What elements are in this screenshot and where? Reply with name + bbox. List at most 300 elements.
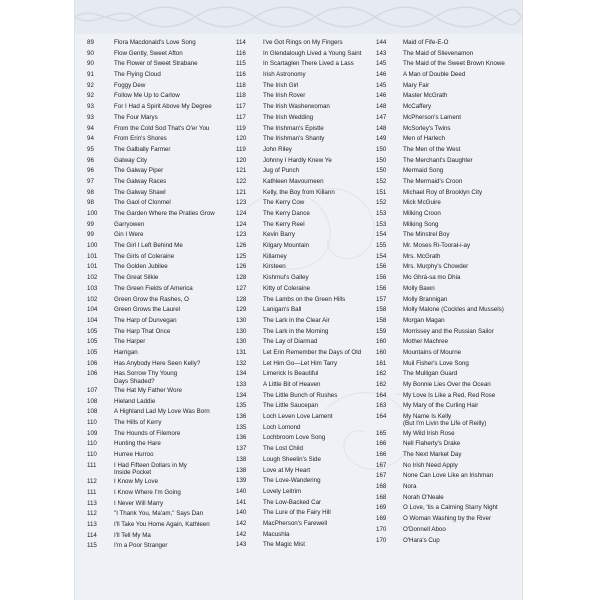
song-title	[403, 274, 460, 285]
song-title-text: The Galbally Farmer	[114, 145, 171, 153]
song-title	[403, 504, 498, 515]
page-number: 170	[376, 536, 387, 544]
page-number: 126	[236, 242, 247, 250]
page-number: 168	[376, 483, 387, 491]
index-entry	[236, 71, 361, 82]
page-number: 89	[87, 39, 94, 46]
index-entry	[236, 189, 361, 200]
song-title	[403, 430, 455, 441]
page-number: 167	[376, 461, 387, 469]
song-title-text: I'll Tell My Ma	[114, 531, 151, 539]
song-title	[114, 242, 183, 253]
page-number: 118	[236, 81, 246, 89]
song-title	[263, 50, 361, 61]
song-title-text: A Man of Double Deed	[403, 71, 466, 79]
song-title	[263, 531, 289, 542]
index-entry	[87, 430, 215, 441]
song-title	[263, 167, 299, 178]
song-title-text: McCaffery	[403, 103, 432, 111]
page-number: 108	[87, 408, 98, 416]
index-entry	[236, 114, 361, 125]
song-title	[263, 135, 324, 146]
song-title	[403, 381, 491, 392]
page-number: 142	[236, 530, 247, 538]
index-entry	[236, 381, 361, 392]
index-entry	[87, 114, 215, 125]
song-title-text: Kitty of Coleraine	[263, 284, 311, 292]
song-title-text: None Can Love Like an Irishman	[403, 472, 494, 480]
song-title	[114, 398, 155, 409]
page-number: 103	[87, 284, 98, 292]
song-title-text: I Had Fifteen Dollars in My	[114, 461, 187, 469]
page-number: 98	[87, 188, 94, 196]
song-title-text: The Mulligan Guard	[403, 370, 458, 378]
index-entry	[236, 296, 361, 307]
song-title	[403, 451, 461, 462]
song-title-text: O Woman Washing by the River	[403, 515, 492, 523]
index-entry	[376, 242, 505, 253]
song-title-text: The Lure of the Fairy Hill	[263, 509, 331, 517]
song-title	[403, 114, 461, 125]
index-entry	[87, 189, 215, 200]
index-entry	[236, 146, 361, 157]
index-entry	[236, 135, 361, 146]
index-entry	[236, 392, 361, 403]
page-number: 158	[376, 306, 387, 314]
song-title-text: In Glendalough Lived a Young Saint	[263, 49, 362, 57]
song-title	[263, 477, 321, 488]
index-entry	[87, 440, 215, 451]
index-entry	[236, 541, 361, 552]
song-title	[263, 157, 332, 168]
song-title-text: I've Got Rings on My Fingers	[263, 39, 343, 46]
index-entry	[236, 520, 361, 531]
index-entry	[376, 50, 505, 61]
song-title	[403, 178, 462, 189]
song-title-text: The Little Bunch of Rushes	[263, 391, 338, 399]
page-number: 153	[376, 220, 387, 228]
song-title	[114, 125, 209, 136]
index-entry	[236, 221, 361, 232]
page-number: 127	[236, 284, 247, 292]
index-entry	[236, 231, 361, 242]
page-number: 136	[236, 413, 247, 421]
page-number: 102	[87, 295, 98, 303]
page-number: 138	[236, 455, 247, 463]
page-number: 113	[87, 499, 97, 507]
song-title	[263, 541, 305, 552]
song-title-text: Molly Brannigan	[403, 295, 448, 303]
index-entry	[236, 253, 361, 264]
song-title-text: Irish Astronomy	[263, 71, 306, 79]
song-title	[263, 392, 337, 403]
song-title-text: Loch Lomond	[263, 423, 301, 431]
index-entry	[376, 39, 505, 50]
song-title	[403, 360, 469, 371]
index-entry	[236, 274, 361, 285]
song-title-text: I Know My Love	[114, 478, 159, 486]
page-number: 116	[236, 71, 246, 79]
song-title-text: From the Cold Sod That's O'er You	[114, 124, 210, 132]
page-number: 134	[236, 370, 247, 378]
index-entry	[87, 360, 215, 371]
page-number: 105	[87, 327, 98, 335]
song-title	[263, 381, 320, 392]
page-number: 98	[87, 199, 94, 207]
song-title	[263, 456, 321, 467]
song-title	[263, 317, 330, 328]
index-entry	[87, 253, 215, 264]
song-title	[114, 114, 158, 125]
page-number: 99	[87, 231, 94, 239]
song-title-text: The Love-Wandering	[263, 477, 321, 485]
index-entry	[87, 274, 215, 285]
song-title-text: The Lambs on the Green Hills	[263, 295, 346, 303]
index-entry	[376, 60, 505, 71]
song-title-text: Molly Bawn	[403, 284, 435, 292]
song-title	[114, 419, 161, 430]
page-number: 110	[87, 451, 97, 459]
index-page	[74, 0, 523, 600]
page-number: 138	[236, 466, 247, 474]
page-number: 134	[236, 391, 247, 399]
index-entry	[236, 488, 361, 499]
song-title	[263, 509, 331, 520]
page-number: 109	[87, 429, 98, 437]
index-entry	[236, 50, 361, 61]
index-entry	[236, 39, 361, 50]
song-title-text: Loch Leven Love Lament	[263, 413, 333, 421]
song-title	[114, 478, 158, 489]
song-title-text: Limerick Is Beautiful	[263, 370, 319, 378]
song-title	[403, 253, 440, 264]
song-title-text: Kelly, the Boy from Killann	[263, 188, 335, 196]
song-title	[114, 253, 174, 264]
page-number: 101	[87, 263, 98, 271]
index-entry	[236, 242, 361, 253]
page-number: 93	[87, 113, 94, 121]
song-title	[263, 499, 321, 510]
song-title-text: Muil Fisher's Love Song	[403, 359, 469, 367]
song-title	[114, 210, 215, 221]
index-entry	[87, 489, 215, 500]
index-entry	[236, 306, 361, 317]
page-number: 112	[87, 478, 97, 486]
song-title	[263, 231, 295, 242]
song-title	[114, 146, 170, 157]
page-number: 137	[236, 445, 247, 453]
index-entry	[87, 542, 215, 553]
song-title-text: Kirsteen	[263, 263, 286, 271]
page-number: 131	[236, 348, 247, 356]
song-title	[403, 296, 447, 307]
page-number: 102	[87, 274, 98, 282]
index-entry	[87, 157, 215, 168]
song-title-text: Men of Harlech	[403, 135, 445, 143]
page-number: 130	[236, 316, 247, 324]
song-title-text: Nell Flaherty's Drake	[403, 440, 461, 448]
song-title-text: O'Donnell Aboo	[403, 525, 446, 533]
page-number: 149	[376, 135, 387, 143]
song-title	[403, 189, 482, 200]
song-title-text: Master McGrath	[403, 92, 448, 100]
index-entry	[236, 167, 361, 178]
page-number: 90	[87, 49, 94, 57]
index-entry	[236, 263, 361, 274]
index-entry	[236, 424, 361, 435]
song-title-text: For I Had a Spirit Above My Degree	[114, 103, 212, 111]
song-title-text: Harrigan	[114, 348, 138, 356]
page-number: 169	[376, 504, 387, 512]
page-number: 154	[376, 231, 387, 239]
song-title-text: The Low-Backed Car	[263, 498, 322, 506]
song-title	[263, 263, 286, 274]
index-entry	[87, 521, 215, 532]
index-entry	[376, 328, 505, 339]
song-title	[114, 50, 183, 61]
index-entry	[376, 92, 505, 103]
song-title-text: In Scartaglen There Lived a Lass	[263, 60, 354, 68]
song-title	[114, 510, 203, 521]
page-number: 93	[87, 103, 94, 111]
song-title-text: Maid of Fife-E-O	[403, 39, 449, 46]
page-number: 162	[376, 370, 387, 378]
song-title	[114, 500, 163, 511]
song-title	[114, 167, 163, 178]
song-title-text: The Flying Cloud	[114, 71, 161, 79]
index-entry	[376, 370, 505, 381]
page-number: 112	[87, 510, 97, 518]
index-entry	[376, 537, 505, 548]
song-title-text: Kevin Barry	[263, 231, 295, 239]
index-entry	[87, 532, 215, 543]
index-entry	[376, 167, 505, 178]
song-title	[263, 370, 318, 381]
index-entry	[87, 349, 215, 360]
page-number: 166	[376, 451, 387, 459]
page-number: 152	[376, 199, 387, 207]
song-title	[263, 210, 310, 221]
song-title-text: A Highland Lad My Love Was Born	[114, 408, 210, 416]
page-number: 162	[376, 381, 387, 388]
page-number: 100	[87, 210, 98, 217]
page-number: 106	[87, 359, 98, 367]
song-title-text: The Lark in the Morning	[263, 327, 329, 335]
index-entry	[87, 135, 215, 146]
index-column-2	[236, 39, 361, 552]
song-title-text: Green Grow the Rashes, O	[114, 295, 189, 303]
page-number: 165	[376, 429, 387, 437]
index-entry	[236, 370, 361, 381]
page-number: 164	[376, 391, 387, 399]
index-entry	[87, 210, 215, 221]
song-title-text: Mo Ghrá-sa mo Dhia	[403, 274, 461, 282]
song-title	[114, 349, 138, 360]
index-entry	[236, 434, 361, 445]
page-number: 117	[236, 103, 246, 111]
page-number: 145	[376, 81, 387, 89]
song-title-text: I'll Take You Home Again, Kathleen	[114, 521, 210, 529]
page-number: 108	[87, 397, 98, 405]
index-entry	[87, 338, 215, 349]
index-entry	[236, 92, 361, 103]
page-number: 150	[376, 145, 387, 153]
song-title	[403, 328, 494, 339]
index-entry	[376, 306, 505, 317]
song-title	[263, 103, 330, 114]
song-title-text: The Garden Where the Praties Grow	[114, 210, 215, 217]
index-entry	[376, 515, 505, 526]
index-entry	[376, 82, 505, 93]
song-title-text: My Name Is Kelly	[403, 413, 452, 421]
index-entry	[87, 285, 215, 296]
page-number: 168	[376, 493, 387, 501]
song-title	[263, 274, 309, 285]
song-title-continuation: Inside Pocket	[114, 468, 152, 476]
index-entry	[376, 221, 505, 232]
page-number: 92	[87, 92, 94, 100]
page-number: 147	[376, 113, 387, 121]
page-number: 116	[236, 49, 246, 57]
song-title	[403, 82, 429, 93]
index-entry	[376, 263, 505, 274]
song-title-text: The Maid of the Sweet Brown Knowe	[403, 60, 505, 68]
page-number: 113	[87, 521, 97, 529]
index-column-1	[87, 39, 215, 553]
song-title-text: Let Erin Remember the Days of Old	[263, 348, 362, 356]
index-entry	[87, 199, 215, 210]
song-title	[114, 542, 167, 553]
song-title-text: The Merchant's Daughter	[403, 156, 473, 164]
index-entry	[376, 253, 505, 264]
song-title	[403, 338, 448, 349]
song-title	[114, 135, 167, 146]
page-number: 150	[376, 167, 387, 175]
index-entry	[376, 296, 505, 307]
page-number: 141	[236, 498, 247, 506]
song-title	[403, 135, 445, 146]
song-title-text: The Kerry Dance	[263, 210, 310, 217]
index-entry	[236, 328, 361, 339]
index-entry	[376, 199, 505, 210]
song-title	[114, 296, 189, 307]
page-number: 142	[236, 519, 247, 527]
song-title	[403, 92, 447, 103]
song-title-text: The Harp of Dunvegan	[114, 316, 177, 324]
song-title	[263, 82, 298, 93]
song-title	[114, 71, 161, 82]
page-number: 111	[87, 461, 97, 469]
page-number: 148	[376, 124, 387, 132]
index-entry	[236, 413, 361, 424]
index-entry	[236, 360, 361, 371]
index-entry	[87, 82, 215, 93]
song-title-text: Let Him Go—Let Him Tarry	[263, 359, 338, 367]
song-title	[263, 402, 318, 413]
page-number: 118	[236, 92, 246, 100]
page-number: 135	[236, 423, 247, 431]
page-number: 135	[236, 402, 247, 410]
song-title-text: The Magic Mist	[263, 541, 305, 549]
index-entry	[376, 71, 505, 82]
song-title	[263, 71, 306, 82]
index-entry	[376, 135, 505, 146]
page-number: 120	[236, 135, 247, 143]
song-title	[114, 178, 166, 189]
index-entry	[236, 103, 361, 114]
index-entry	[236, 467, 361, 478]
page-number: 136	[236, 434, 247, 442]
index-entry	[87, 167, 215, 178]
song-title	[114, 92, 180, 103]
page-number: 148	[376, 103, 387, 111]
page-number: 150	[376, 156, 387, 164]
song-title-text: Morrissey and the Russian Sailor	[403, 327, 494, 335]
song-title	[263, 199, 304, 210]
index-entry	[376, 125, 505, 136]
page-number: 125	[236, 252, 247, 260]
song-title	[263, 114, 313, 125]
index-entry	[236, 338, 361, 349]
page-number: 166	[376, 440, 387, 448]
song-title	[114, 82, 145, 93]
song-title-text: The Kerry Reel	[263, 220, 305, 228]
song-title	[263, 328, 328, 339]
song-title-text: I Never Will Marry	[114, 499, 164, 507]
song-title-text: The Irishman's Shanty	[263, 135, 325, 143]
page-number: 132	[236, 359, 247, 367]
song-title-text: The Irish Washerwoman	[263, 103, 330, 111]
index-entry	[236, 60, 361, 71]
index-entry	[236, 477, 361, 488]
song-title-text: The Irishman's Epistle	[263, 124, 324, 132]
index-entry	[87, 478, 215, 489]
index-entry	[87, 71, 215, 82]
index-entry	[376, 413, 505, 430]
song-title	[403, 402, 478, 413]
page-number: 155	[376, 242, 387, 250]
index-entry	[87, 306, 215, 317]
song-title-text: The Irish Girl	[263, 81, 299, 89]
index-entry	[87, 103, 215, 114]
page-number: 159	[376, 327, 387, 335]
index-entry	[376, 526, 505, 537]
page-number: 140	[236, 487, 247, 495]
song-title	[114, 103, 212, 114]
song-title-text: My Bonnie Lies Over the Ocean	[403, 381, 491, 388]
page-number: 111	[87, 489, 97, 496]
song-title	[403, 103, 431, 114]
song-title-text: The Gaol of Clonmel	[114, 199, 171, 207]
song-title	[403, 125, 450, 136]
page-number: 120	[236, 156, 247, 164]
song-title-text: A Little Bit of Heaven	[263, 381, 321, 388]
song-title-text: Flora Macdonald's Love Song	[114, 39, 196, 46]
page-number: 105	[87, 338, 98, 346]
song-title-text: My Wild Irish Rose	[403, 429, 455, 437]
song-title-text: MacPherson's Farewell	[263, 519, 328, 527]
page-number: 160	[376, 338, 387, 346]
song-title	[263, 520, 327, 531]
page-number: 160	[376, 348, 387, 356]
page-number: 95	[87, 145, 94, 153]
song-title-text: Lanigan's Ball	[263, 306, 302, 314]
song-title-text: Galway City	[114, 156, 148, 164]
index-entry	[87, 317, 215, 328]
song-title-continuation: (But I'm Livin the Life of Reilly)	[403, 420, 487, 428]
song-title-text: Flow Gently, Sweet Afton	[114, 49, 183, 57]
page-number: 143	[376, 49, 387, 57]
